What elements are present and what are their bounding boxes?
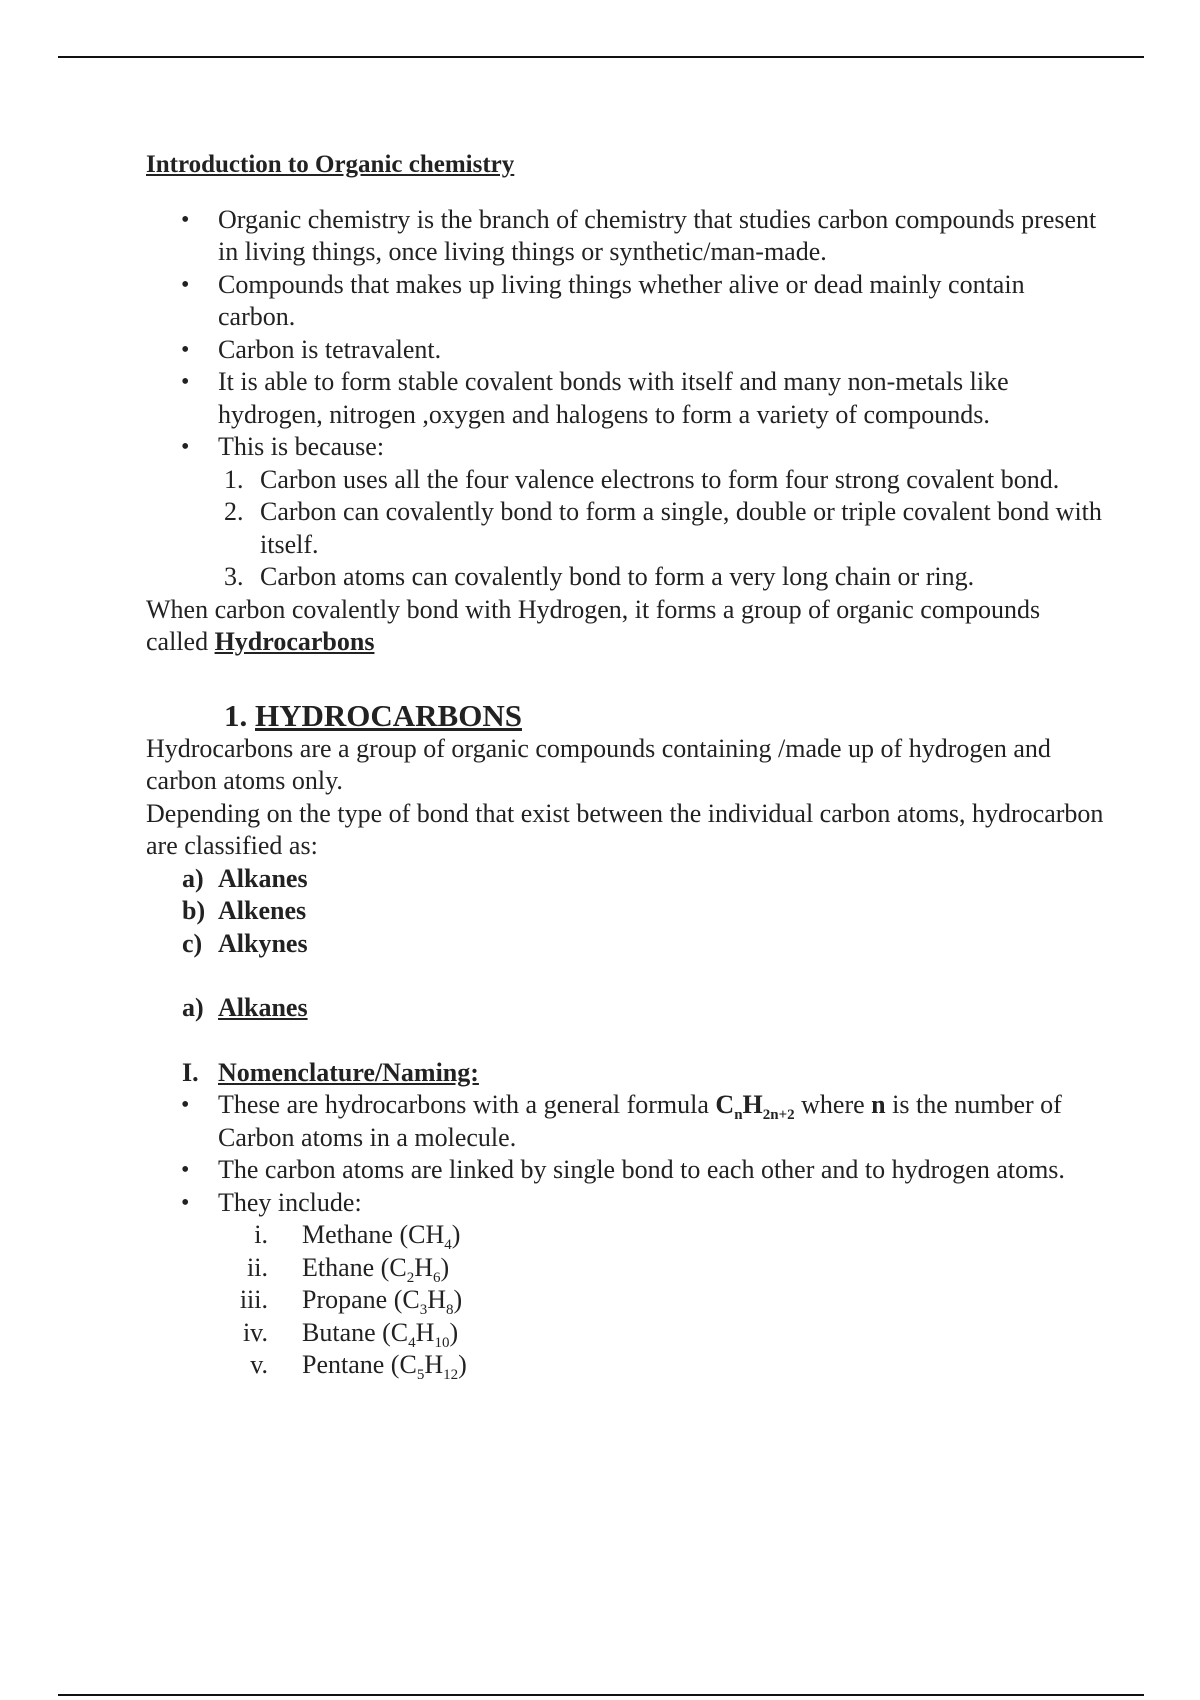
variable-n: n [871,1090,886,1119]
paragraph-text: When carbon covalently bond with Hydrogen, it forms a group of organic compounds called [146,594,1041,656]
list-item [146,863,1106,896]
document-title: Introduction to Organic chemistry [146,151,515,178]
formula-part: ) [453,1285,463,1314]
list-number: 2. [224,497,244,526]
list-item: • It is able to form stable covalent bonds with itself and many non-metals like hydrogen, nitrogen ,oxygen and halogens to form a variety of compounds. [146,366,1106,431]
list-number: ii. [247,1252,268,1282]
list-number: iii. [239,1285,268,1314]
list-item: • Organic chemistry is the branch of chemistry that studies carbon compounds present in living things, once living things or synthetic/man-made. [146,204,1106,269]
list-text: Butane (C [302,1317,409,1347]
formula-sub: 3 [419,1302,428,1319]
text: is the number of Carbon atoms in a molecule. [218,1090,1062,1152]
formula-part: ) [440,1252,450,1282]
list-item: • Carbon is tetravalent. [146,334,1106,367]
list-item: • Compounds that makes up living things whether alive or dead mainly contain carbon. [146,269,1106,334]
list-text: Alkanes [218,863,308,893]
list-text: Carbon uses all the four valence electrons to form four strong covalent bond. [260,464,1060,494]
alkane-examples-list [146,1219,1106,1382]
list-label: I. [182,1057,199,1087]
section-title: HYDROCARBONS [255,697,522,733]
list-item [146,1284,1106,1317]
formula-sub: 4 [408,1334,416,1351]
list-text: Pentane (C [302,1350,417,1379]
list-text: Methane (CH [302,1220,445,1249]
formula-part: H [414,1252,433,1282]
list-item [146,1317,1106,1350]
nomenclature-heading [146,1057,1106,1090]
general-formula [715,1090,795,1124]
list-item [146,928,1106,961]
list-item [146,895,1106,928]
formula-sub: 12 [443,1367,459,1384]
list-item: • This is because: [146,431,1106,464]
list-text: Propane (C [302,1285,420,1314]
nomenclature-heading-list [146,1057,1106,1090]
list-item [146,496,1106,561]
hydrocarbon-classification: Depending on the type of bond that exist between the individual carbon atoms, hydrocarbon are classified as: [146,798,1104,860]
list-number: 1. [224,464,244,494]
list-item [146,1219,1106,1252]
document-body [146,148,1106,1382]
subsection-heading [146,992,1106,1025]
formula-part: ) [449,1317,459,1347]
formula-part: H [424,1350,444,1379]
section-heading-hydrocarbons [224,699,1106,733]
list-text: Ethane (C [302,1252,407,1282]
list-number: iv. [242,1317,268,1347]
list-text: Alkynes [218,928,308,958]
list-label: b) [182,896,206,925]
formula-sub: 5 [416,1367,425,1384]
nomenclature-title: Nomenclature/Naming: [218,1057,479,1087]
bottom-rule [58,1694,1144,1696]
list-text: Carbon atoms can covalently bond to form a very long chain or ring. [260,562,975,591]
list-label: c) [182,928,203,958]
formula-c: C [715,1090,735,1119]
list-number: 3. [224,562,244,591]
list-number: i. [254,1220,268,1249]
alkanes-subsection [146,992,1106,1025]
formula-sub: 2 [406,1269,415,1286]
list-label: a) [182,863,204,893]
list-item [146,561,1106,594]
formula-sub: 2n+2 [762,1107,795,1124]
subsection-title: Alkanes [218,993,308,1022]
top-rule [58,56,1144,58]
formula-h: H [742,1090,763,1119]
list-text: Carbon can covalently bond to form a single, double or triple covalent bond with itself. [260,497,1102,559]
hydrocarbons-term: Hydrocarbons [214,627,375,656]
hydrocarbon-definition: Hydrocarbons are a group of organic compounds containing /made up of hydrogen and carbon atoms only. [146,733,1051,795]
list-item [146,1349,1106,1382]
formula-sub: 6 [432,1269,441,1286]
list-label: a) [182,993,204,1022]
list-number: v. [250,1350,268,1379]
list-item: • They include: [146,1187,1106,1220]
formula-part: H [415,1317,435,1347]
list-text: Alkenes [218,896,307,925]
formula-part: ) [451,1220,461,1249]
list-item: • The carbon atoms are linked by single bond to each other and to hydrogen atoms. [146,1154,1106,1187]
formula-sub: 8 [445,1302,454,1319]
formula-part: H [427,1285,446,1314]
list-item [146,1252,1106,1285]
formula-sub: 4 [444,1237,452,1254]
hydrocarbon-classes-list [146,863,1106,961]
formula-sub: n [734,1107,743,1124]
hydrocarbon-intro-paragraph [146,594,1106,659]
alkane-bullet-list [146,1089,1106,1219]
formula-part: ) [458,1350,467,1379]
reasons-list [146,464,1106,594]
list-item [146,464,1106,497]
intro-bullet-list [146,204,1106,464]
section-number: 1. [224,697,248,733]
text: where [794,1090,872,1119]
text: These are hydrocarbons with a general formula [218,1090,716,1119]
formula-sub: 10 [434,1334,450,1351]
list-item [146,1089,1106,1154]
